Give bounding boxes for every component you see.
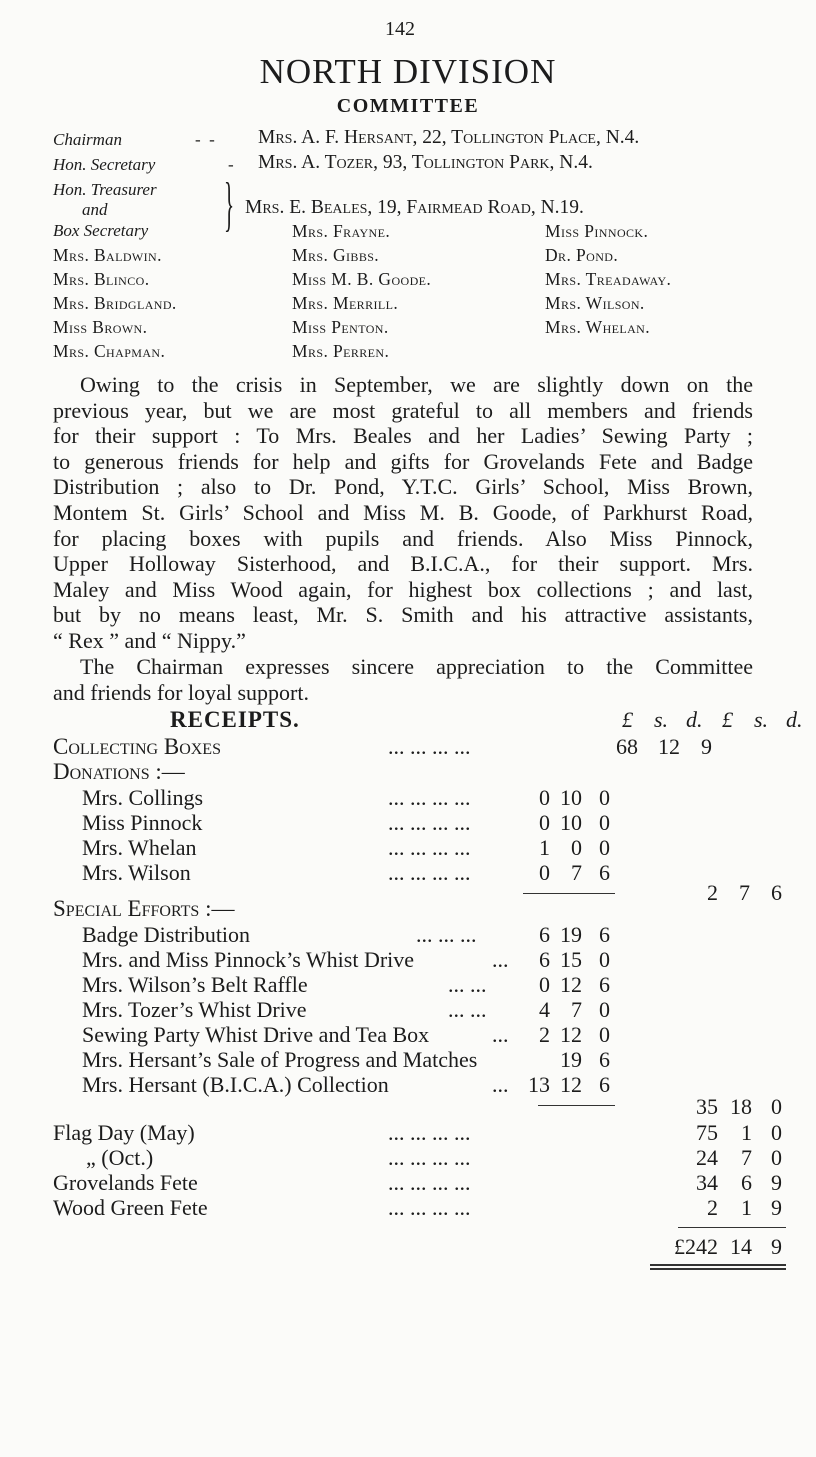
amount-shillings: 19 bbox=[560, 1047, 582, 1072]
total-pence: 0 bbox=[771, 1094, 782, 1119]
total-pence: 6 bbox=[771, 880, 782, 905]
special-effort-label: Mrs. Hersant (B.I.C.A.) Collection bbox=[82, 1072, 389, 1097]
member-name: Mrs. Baldwin. bbox=[53, 245, 162, 265]
officer-role-and: and bbox=[82, 200, 108, 219]
paragraph-line: and friends for loyal support. bbox=[53, 679, 309, 705]
receipts-heading: RECEIPTS. bbox=[170, 707, 300, 732]
member-name: Miss M. B. Goode. bbox=[292, 269, 432, 289]
member-name: Mrs. Whelan. bbox=[545, 317, 651, 337]
member-name: Mrs. Perren. bbox=[292, 341, 390, 361]
total-pounds: 35 bbox=[696, 1094, 718, 1119]
amount-pence: 0 bbox=[599, 835, 610, 860]
officer-dash: - - bbox=[195, 130, 215, 149]
amount-pounds: 2 bbox=[539, 1022, 550, 1047]
member-name: Miss Penton. bbox=[292, 317, 389, 337]
total-pounds: 75 bbox=[696, 1120, 718, 1145]
leader-dots: ... ... ... ... bbox=[388, 1145, 471, 1170]
subtotal-rule bbox=[538, 1105, 615, 1106]
paragraph-line: The Chairman expresses sincere appreciation to the Committee bbox=[80, 654, 753, 679]
amount-pence: 0 bbox=[599, 1022, 610, 1047]
paragraph-line: “ Rex ” and “ Nippy.” bbox=[53, 627, 246, 653]
amount-shillings: 19 bbox=[560, 922, 582, 947]
paragraph-line: for their support : To Mrs. Beales and her Ladies’ Sewing Party ; bbox=[53, 423, 753, 449]
special-effort-label: Badge Distribution bbox=[82, 922, 251, 947]
donation-label: Mrs. Wilson bbox=[82, 860, 191, 885]
amount-pounds: 0 bbox=[539, 810, 550, 835]
pounds-header: £ bbox=[622, 707, 633, 732]
pence-header: d. bbox=[786, 707, 803, 732]
leader-dots: ... ... ... ... bbox=[388, 734, 471, 759]
total-shillings: 6 bbox=[741, 1170, 752, 1195]
amount-pounds: 1 bbox=[539, 835, 550, 860]
total-pence: 0 bbox=[771, 1120, 782, 1145]
member-name: Miss Pinnock. bbox=[545, 221, 649, 241]
officer-value-chairman: Mrs. A. F. Hersant, 22, Tollington Place, N.4. bbox=[258, 127, 640, 148]
brace-icon: } bbox=[224, 171, 235, 237]
total-pounds: 24 bbox=[696, 1145, 718, 1170]
officer-role-box-secretary: Box Secretary bbox=[53, 221, 149, 240]
amount-pounds: 0 bbox=[539, 972, 550, 997]
leader-dots: ... ... ... ... bbox=[388, 785, 471, 810]
paragraph-line: for placing boxes with pupils and friends. Also Miss Pinnock, bbox=[53, 525, 753, 551]
member-name: Mrs. Frayne. bbox=[292, 221, 391, 241]
subtotal-rule bbox=[523, 893, 615, 894]
total-pounds: 2 bbox=[707, 880, 718, 905]
leader-dots: ... ... ... ... bbox=[388, 860, 471, 885]
amount-shillings: 12 bbox=[560, 1022, 582, 1047]
leader-dots: ... ... ... ... bbox=[388, 1170, 471, 1195]
paragraph-line: Owing to the crisis in September, we are slightly down on the bbox=[80, 372, 753, 397]
amount-shillings: 10 bbox=[560, 785, 582, 810]
officer-role-treasurer: Hon. Treasurer bbox=[53, 180, 157, 199]
member-name: Mrs. Gibbs. bbox=[292, 245, 380, 265]
member-name: Miss Brown. bbox=[53, 317, 148, 337]
donation-label: Mrs. Collings bbox=[82, 785, 204, 810]
appreciation-paragraph bbox=[53, 654, 753, 705]
grand-total-pence: 9 bbox=[771, 1234, 782, 1259]
amount-pence: 6 bbox=[599, 922, 610, 947]
officer-value-treasurer: Mrs. E. Beales, 19, Fairmead Road, N.19. bbox=[245, 197, 584, 218]
paragraph-line: Upper Holloway Sisterhood, and B.I.C.A., for their support. Mrs. bbox=[53, 551, 753, 577]
amount-pence: 6 bbox=[599, 972, 610, 997]
amount-shillings: 12 bbox=[560, 1072, 582, 1097]
amount-shillings: 10 bbox=[560, 810, 582, 835]
pence-header: d. bbox=[686, 707, 703, 732]
donation-label: Mrs. Whelan bbox=[82, 835, 197, 860]
special-effort-label: Mrs. Hersant’s Sale of Progress and Matches bbox=[82, 1047, 478, 1072]
leader-dots: ... bbox=[492, 1072, 509, 1097]
total-pence: 0 bbox=[771, 1145, 782, 1170]
officer-dash: - bbox=[228, 155, 234, 174]
member-name: Mrs. Chapman. bbox=[53, 341, 166, 361]
amount-pence: 0 bbox=[599, 810, 610, 835]
officer-role-secretary: Hon. Secretary bbox=[53, 155, 156, 174]
leader-dots: ... ... ... ... bbox=[388, 835, 471, 860]
ledger-label: Wood Green Fete bbox=[53, 1195, 208, 1220]
special-effort-label: Mrs. Tozer’s Whist Drive bbox=[82, 997, 307, 1022]
special-effort-label: Mrs. Wilson’s Belt Raffle bbox=[82, 972, 308, 997]
shillings-header: s. bbox=[654, 707, 669, 732]
total-shillings: 7 bbox=[739, 880, 750, 905]
paragraph-line: Distribution ; also to Dr. Pond, Y.T.C. Girls’ School, Miss Brown, bbox=[53, 474, 753, 500]
leader-dots: ... ... ... bbox=[416, 922, 477, 947]
grand-total-pounds: £242 bbox=[674, 1234, 718, 1259]
amount-shillings: 7 bbox=[571, 997, 582, 1022]
amount-pounds: 6 bbox=[539, 947, 550, 972]
amount-shillings: 7 bbox=[571, 860, 582, 885]
amount-shillings: 0 bbox=[571, 835, 582, 860]
member-name: Dr. Pond. bbox=[545, 245, 619, 265]
amount-shillings: 15 bbox=[560, 947, 582, 972]
amount-shillings: 12 bbox=[560, 972, 582, 997]
section-label: Donations :— bbox=[53, 759, 185, 784]
officer-value-secretary: Mrs. A. Tozer, 93, Tollington Park, N.4. bbox=[258, 152, 593, 173]
amount-pence: 0 bbox=[599, 947, 610, 972]
amount-pounds: 4 bbox=[539, 997, 550, 1022]
paragraph-line: Maley and Miss Wood again, for highest box collections ; and last, bbox=[53, 576, 753, 602]
leader-dots: ... ... ... ... bbox=[388, 810, 471, 835]
total-shillings: 1 bbox=[741, 1120, 752, 1145]
grand-total-shillings: 14 bbox=[730, 1234, 752, 1259]
leader-dots: ... ... ... ... bbox=[388, 1195, 471, 1220]
page-number: 142 bbox=[385, 18, 415, 40]
ledger-label: Grovelands Fete bbox=[53, 1170, 198, 1195]
donation-label: Miss Pinnock bbox=[82, 810, 203, 835]
acknowledgement-paragraph bbox=[53, 372, 753, 654]
total-pounds: 34 bbox=[696, 1170, 718, 1195]
member-name: Mrs. Treadaway. bbox=[545, 269, 672, 289]
leader-dots: ... ... bbox=[448, 997, 487, 1022]
member-name: Mrs. Wilson. bbox=[545, 293, 645, 313]
officer-role-chairman: Chairman bbox=[53, 130, 122, 149]
page-title: NORTH DIVISION bbox=[259, 52, 557, 91]
paragraph-line: to generous friends for help and gifts for Grovelands Fete and Badge bbox=[53, 448, 753, 474]
ledger-row bbox=[53, 734, 221, 760]
paragraph-line: previous year, but we are most grateful to all members and friends bbox=[53, 397, 753, 423]
total-pence: 9 bbox=[701, 734, 712, 759]
leader-dots: ... bbox=[492, 1022, 509, 1047]
ledger-label: „ (Oct.) bbox=[86, 1145, 154, 1170]
paragraph-line: but by no means least, Mr. S. Smith and his attractive assistants, bbox=[53, 602, 753, 628]
grand-total-double-rule bbox=[650, 1268, 786, 1270]
total-pounds: 68 bbox=[616, 734, 638, 759]
total-shillings: 18 bbox=[730, 1094, 752, 1119]
member-name: Mrs. Blinco. bbox=[53, 269, 150, 289]
total-shillings: 12 bbox=[658, 734, 680, 759]
special-effort-label: Mrs. and Miss Pinnock’s Whist Drive bbox=[82, 947, 415, 972]
leader-dots: ... ... ... ... bbox=[388, 1120, 471, 1145]
leader-dots: ... bbox=[492, 947, 509, 972]
total-shillings: 7 bbox=[741, 1145, 752, 1170]
amount-pounds: 0 bbox=[539, 860, 550, 885]
special-effort-label: Sewing Party Whist Drive and Tea Box bbox=[82, 1022, 430, 1047]
amount-pounds: 13 bbox=[528, 1072, 550, 1097]
total-rule bbox=[678, 1227, 786, 1228]
leader-dots: ... ... bbox=[448, 972, 487, 997]
ledger-label: Flag Day (May) bbox=[53, 1120, 195, 1145]
page-subtitle: COMMITTEE bbox=[336, 95, 480, 117]
paragraph-line: Montem St. Girls’ School and Miss M. B. Goode, of Parkhurst Road, bbox=[53, 499, 753, 525]
section-label: Special Efforts :— bbox=[53, 896, 235, 921]
member-name: Mrs. Merrill. bbox=[292, 293, 399, 313]
member-name: Mrs. Bridgland. bbox=[53, 293, 177, 313]
total-pounds: 2 bbox=[707, 1195, 718, 1220]
total-shillings: 1 bbox=[741, 1195, 752, 1220]
total-pence: 9 bbox=[771, 1170, 782, 1195]
total-pence: 9 bbox=[771, 1195, 782, 1220]
grand-total-double-rule bbox=[650, 1264, 786, 1266]
amount-pence: 0 bbox=[599, 785, 610, 810]
amount-pence: 6 bbox=[599, 1072, 610, 1097]
ledger-label: Collecting Boxes bbox=[53, 734, 221, 759]
shillings-header: s. bbox=[754, 707, 769, 732]
amount-pence: 6 bbox=[599, 1047, 610, 1072]
amount-pounds: 0 bbox=[539, 785, 550, 810]
amount-pounds: 6 bbox=[539, 922, 550, 947]
amount-pence: 6 bbox=[599, 860, 610, 885]
pounds-header: £ bbox=[722, 707, 733, 732]
amount-pence: 0 bbox=[599, 997, 610, 1022]
